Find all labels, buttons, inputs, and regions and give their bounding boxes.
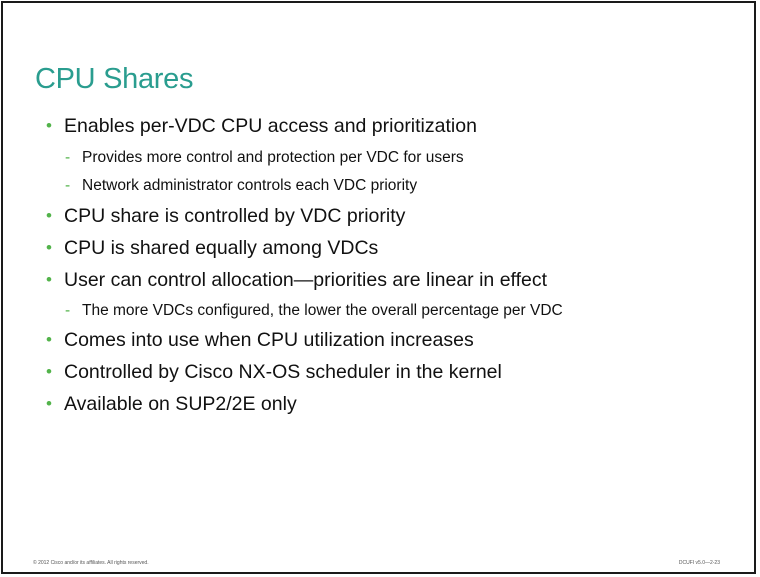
bullet-text: Comes into use when CPU utilization increases — [64, 329, 474, 351]
bullet-item — [46, 269, 547, 292]
bullet-item — [46, 393, 297, 416]
sub-bullet-text: The more VDCs configured, the lower the overall percentage per VDC — [82, 302, 563, 319]
bullet-text: Enables per-VDC CPU access and prioritization — [64, 115, 477, 137]
sub-bullet-item — [65, 149, 464, 167]
bullet-text: Controlled by Cisco NX-OS scheduler in the kernel — [64, 361, 502, 383]
slide-title: CPU Shares — [35, 63, 194, 95]
bullet-item — [46, 205, 405, 228]
bullet-marker: • — [46, 270, 52, 289]
sub-bullet-marker: - — [65, 177, 71, 194]
bullet-text: Available on SUP2/2E only — [64, 393, 297, 415]
bullet-item — [46, 115, 477, 138]
slide — [1, 1, 756, 574]
bullet-marker: • — [46, 116, 52, 135]
sub-bullet-text: Network administrator controls each VDC priority — [82, 177, 418, 194]
bullet-marker: • — [46, 394, 52, 413]
bullet-item — [46, 237, 378, 260]
bullet-marker: • — [46, 362, 52, 381]
bullet-item — [46, 361, 502, 384]
bullet-marker: • — [46, 238, 52, 257]
bullet-text: CPU is shared equally among VDCs — [64, 237, 379, 259]
bullet-text: User can control allocation—priorities are linear in effect — [64, 269, 548, 291]
bullet-list — [3, 3, 754, 572]
bullet-marker: • — [46, 330, 52, 349]
sub-bullet-marker: - — [65, 149, 71, 166]
copyright-footer: © 2012 Cisco and/or its affiliates. All rights reserved. — [33, 560, 149, 566]
sub-bullet-item — [65, 177, 417, 195]
sub-bullet-marker: - — [65, 302, 71, 319]
bullet-item — [46, 329, 474, 352]
course-page-footer: DCUFI v5.0—2-23 — [678, 560, 720, 566]
sub-bullet-text: Provides more control and protection per VDC for users — [82, 149, 464, 166]
bullet-marker: • — [46, 206, 52, 225]
bullet-text: CPU share is controlled by VDC priority — [64, 205, 406, 227]
sub-bullet-item — [65, 302, 563, 320]
